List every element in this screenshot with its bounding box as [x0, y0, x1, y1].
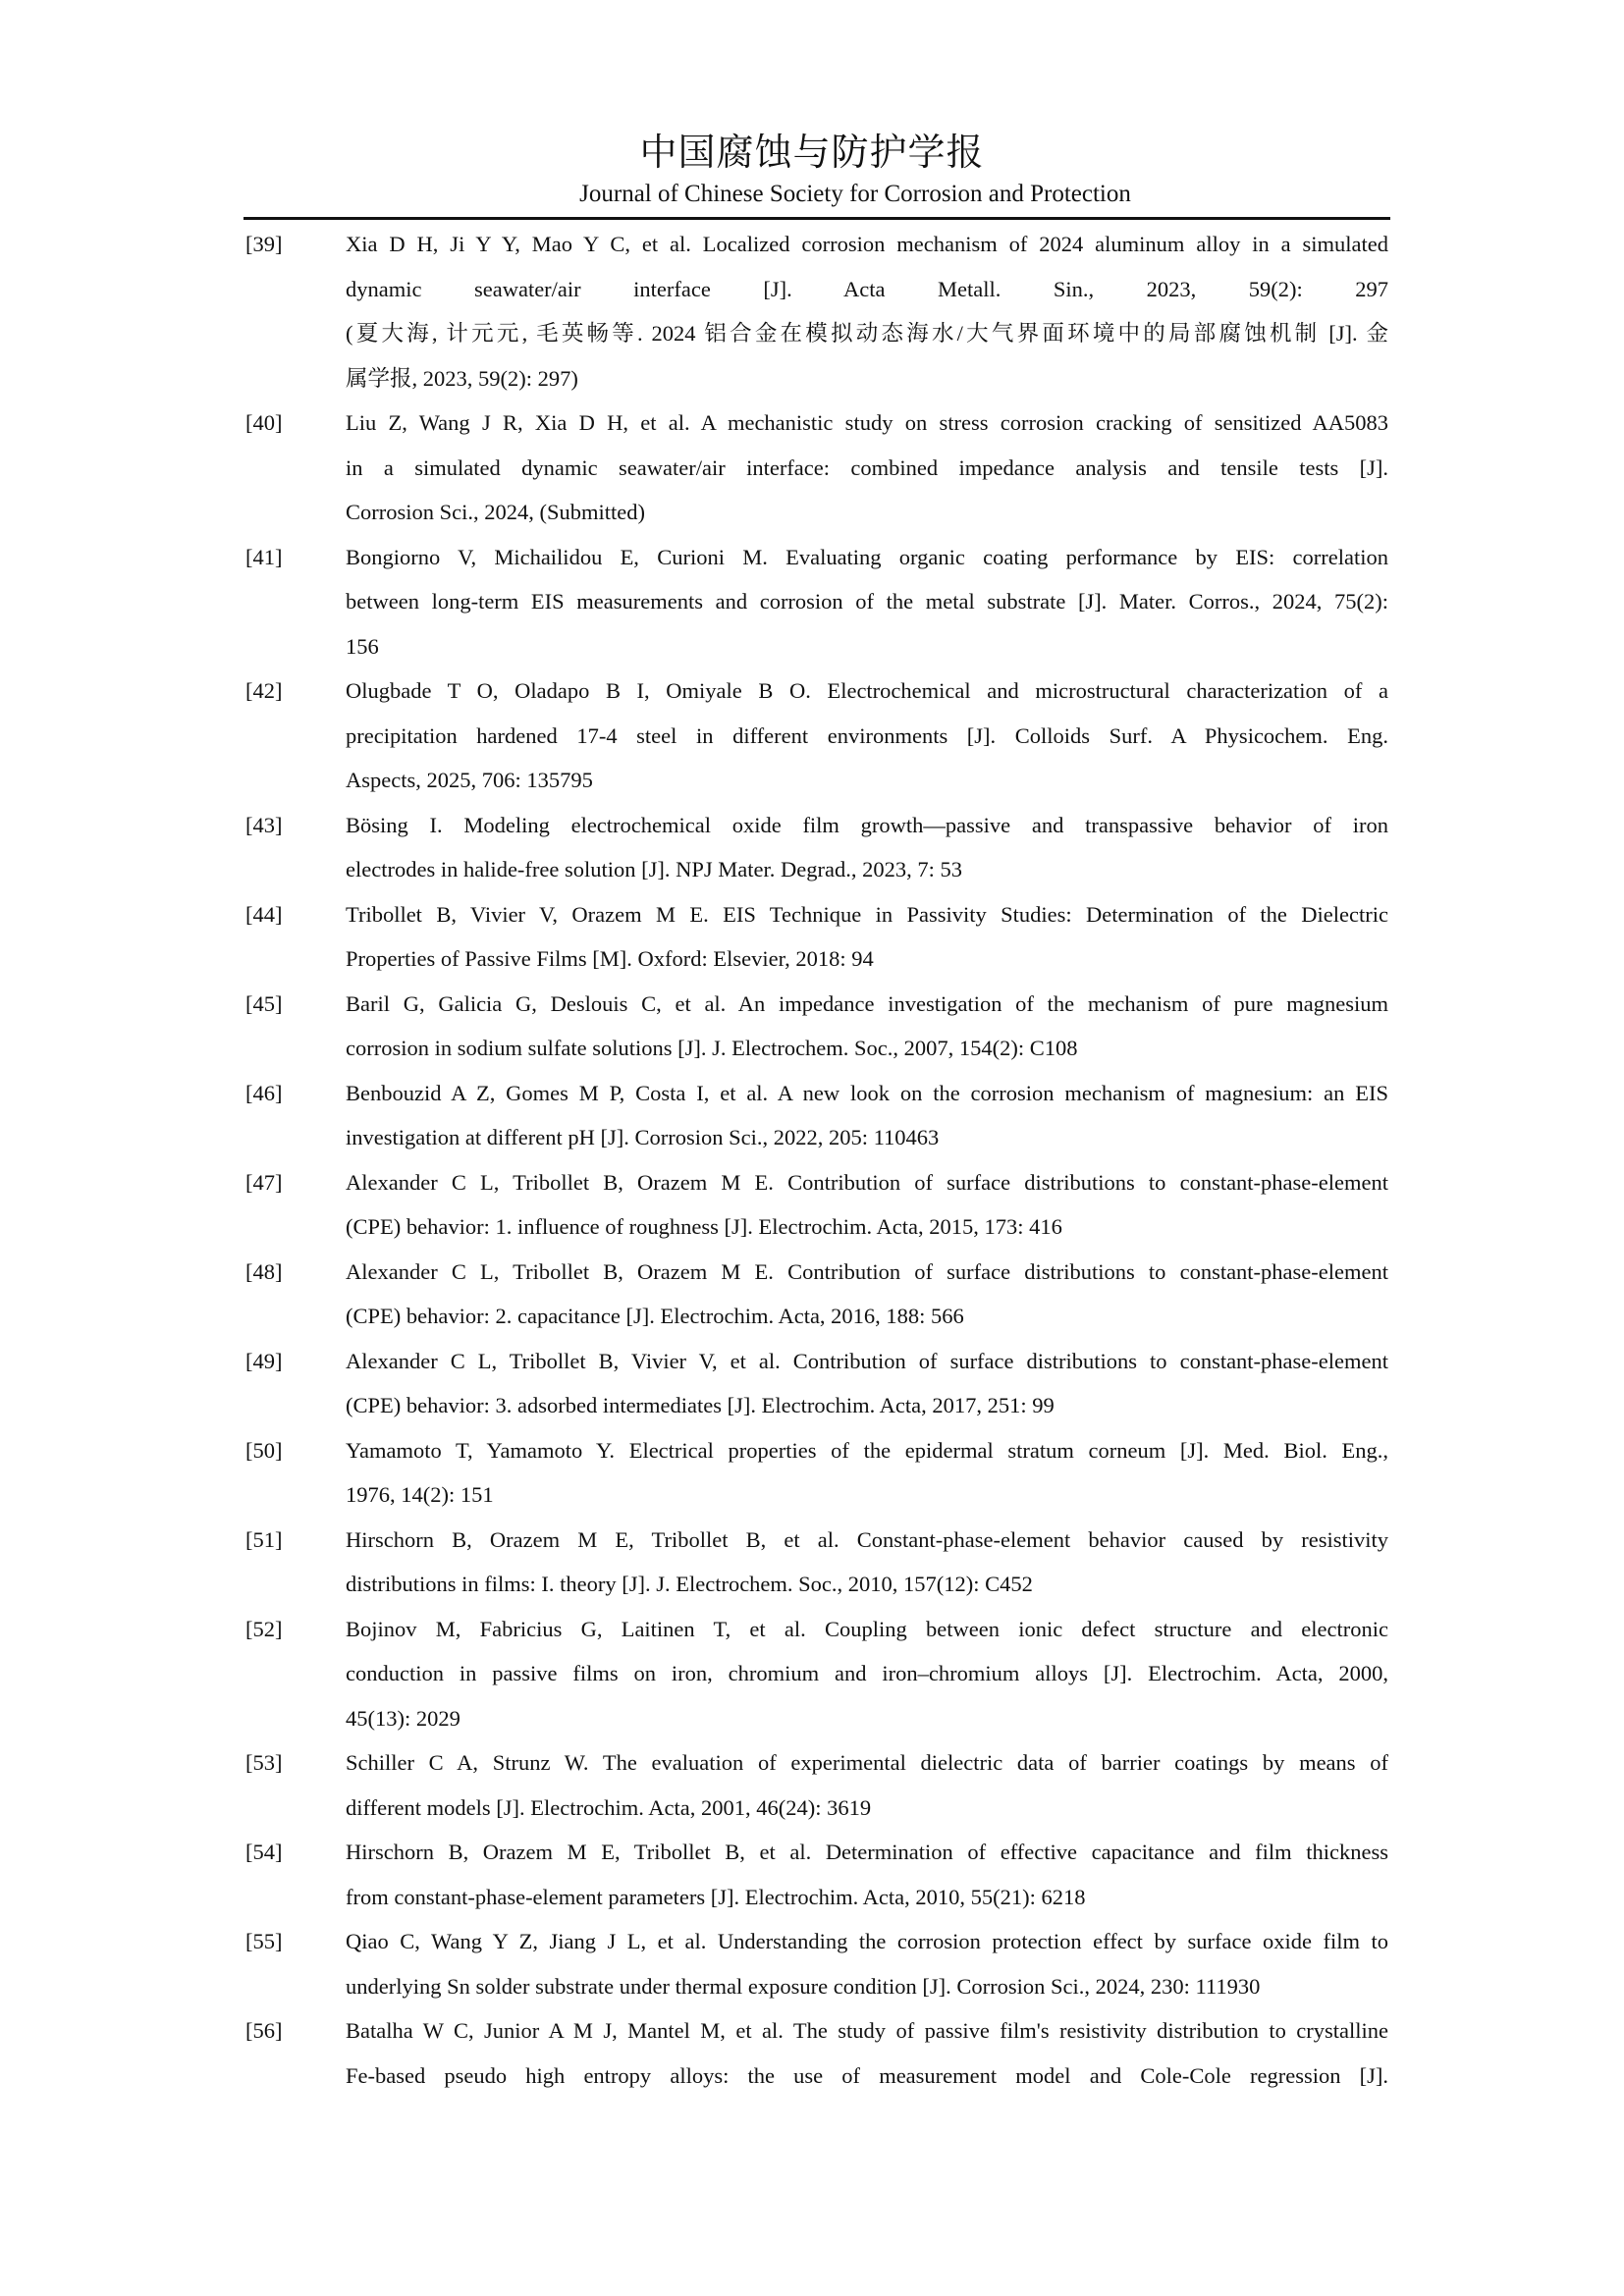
reference-number: [43] — [245, 812, 283, 837]
reference-line: (CPE) behavior: 1. influence of roughness [J]. Electrochim. Acta, 2015, 173: 416 — [346, 1214, 1062, 1239]
reference-item — [244, 400, 1390, 535]
reference-number: [40] — [245, 410, 283, 435]
reference-line: Xia D H, Ji Y Y, Mao Y C, et al. Localized corrosion mechanism of 2024 aluminum alloy in a simulated — [346, 232, 1388, 256]
reference-text — [346, 1740, 1388, 1830]
reference-item — [244, 1339, 1390, 1428]
reference-line: (CPE) behavior: 2. capacitance [J]. Electrochim. Acta, 2016, 188: 566 — [346, 1304, 964, 1328]
reference-list — [244, 222, 1390, 2098]
reference-line: Liu Z, Wang J R, Xia D H, et al. A mechanistic study on stress corrosion cracking of sensitized AA5083 — [346, 410, 1388, 435]
reference-line: corrosion in sodium sulfate solutions [J]. J. Electrochem. Soc., 2007, 154(2): C108 — [346, 1036, 1078, 1060]
reference-line: electrodes in halide-free solution [J]. NPJ Mater. Degrad., 2023, 7: 53 — [346, 857, 962, 881]
reference-number: [50] — [245, 1437, 283, 1463]
reference-text — [346, 1830, 1388, 1919]
reference-line: Alexander C L, Tribollet B, Vivier V, et al. Contribution of surface distributions to constant-phase-element — [346, 1348, 1388, 1373]
reference-number: [48] — [245, 1258, 283, 1284]
reference-text — [346, 803, 1388, 892]
reference-line: Bongiorno V, Michailidou E, Curioni M. Evaluating organic coating performance by EIS: correlation — [346, 544, 1388, 569]
reference-line: Olugbade T O, Oladapo B I, Omiyale B O. Electrochemical and microstructural characterization of a — [346, 678, 1388, 703]
reference-number: [42] — [245, 678, 283, 703]
reference-item — [244, 1607, 1390, 1741]
reference-line: Bösing I. Modeling electrochemical oxide film growth—passive and transpassive behavior of iron — [346, 812, 1388, 837]
reference-number: [47] — [245, 1169, 283, 1195]
reference-text — [346, 668, 1388, 803]
reference-text — [346, 1160, 1388, 1250]
reference-item — [244, 668, 1390, 803]
reference-text — [346, 1518, 1388, 1607]
reference-text — [346, 2008, 1388, 2098]
reference-number: [52] — [245, 1616, 283, 1641]
reference-line: Yamamoto T, Yamamoto Y. Electrical properties of the epidermal stratum corneum [J]. Med. Biol. Eng., — [346, 1437, 1388, 1463]
reference-text — [346, 535, 1388, 669]
reference-line: from constant-phase-element parameters [J]. Electrochim. Acta, 2010, 55(21): 6218 — [346, 1884, 1086, 1909]
reference-line: Alexander C L, Tribollet B, Orazem M E. Contribution of surface distributions to constant-phase-element — [346, 1169, 1388, 1195]
reference-line: Aspects, 2025, 706: 135795 — [346, 768, 593, 792]
reference-line: different models [J]. Electrochim. Acta, 2001, 46(24): 3619 — [346, 1794, 872, 1820]
reference-line: dynamic seawater/air interface [J]. Acta Metall. Sin., 2023, 59(2): 297 — [346, 276, 1388, 301]
reference-item — [244, 1160, 1390, 1250]
reference-item — [244, 982, 1390, 1071]
reference-line: Hirschorn B, Orazem M E, Tribollet B, et al. Constant-phase-element behavior caused by resistivity — [346, 1526, 1388, 1552]
reference-line: Schiller C A, Strunz W. The evaluation of experimental dielectric data of barrier coatings by means of — [346, 1750, 1388, 1775]
reference-number: [46] — [245, 1080, 283, 1105]
reference-text — [346, 1607, 1388, 1741]
reference-line: precipitation hardened 17-4 steel in different environments [J]. Colloids Surf. A Physicochem. Eng. — [346, 722, 1388, 748]
reference-line: Baril G, Galicia G, Deslouis C, et al. An impedance investigation of the mechanism of pure magnesium — [346, 990, 1388, 1016]
reference-line: Properties of Passive Films [M]. Oxford: Elsevier, 2018: 94 — [346, 946, 874, 971]
reference-number: [49] — [245, 1348, 283, 1373]
reference-item — [244, 1428, 1390, 1518]
reference-item — [244, 1518, 1390, 1607]
reference-line: Batalha W C, Junior A M J, Mantel M, et al. The study of passive film's resistivity distribution to crystalline — [346, 2018, 1388, 2043]
reference-number: [54] — [245, 1840, 283, 1864]
reference-text — [346, 982, 1388, 1071]
reference-line: Tribollet B, Vivier V, Orazem M E. EIS Technique in Passivity Studies: Determination of the Dielectric — [346, 901, 1388, 927]
reference-number: [44] — [245, 901, 283, 927]
reference-line: between long-term EIS measurements and corrosion of the metal substrate [J]. Mater. Corros., 2024, 75(2): — [346, 589, 1388, 614]
reference-line: Alexander C L, Tribollet B, Orazem M E. Contribution of surface distributions to constant-phase-element — [346, 1258, 1388, 1284]
reference-line: Qiao C, Wang Y Z, Jiang J L, et al. Understanding the corrosion protection effect by surface oxide film to — [346, 1929, 1388, 1953]
reference-text — [346, 1428, 1388, 1518]
reference-number: [39] — [245, 232, 283, 256]
reference-text — [346, 1071, 1388, 1160]
journal-title-chinese: 中国腐蚀与防护学报 — [639, 131, 985, 174]
reference-item — [244, 535, 1390, 669]
reference-line: distributions in films: I. theory [J]. J. Electrochem. Soc., 2010, 157(12): C452 — [346, 1572, 1033, 1596]
journal-title-english: Journal of Chinese Society for Corrosion and Protection — [579, 181, 1131, 207]
reference-item — [244, 1919, 1390, 2008]
reference-line: 156 — [346, 633, 379, 659]
reference-line: Hirschorn B, Orazem M E, Tribollet B, et al. Determination of effective capacitance and film thickness — [346, 1840, 1388, 1864]
reference-number: [56] — [245, 2018, 283, 2043]
reference-text — [346, 1250, 1388, 1339]
reference-item — [244, 1740, 1390, 1830]
reference-line: investigation at different pH [J]. Corrosion Sci., 2022, 205: 110463 — [346, 1125, 940, 1149]
reference-line: (夏大海, 计元元, 毛英畅等. 2024 铝合金在模拟动态海水/大气界面环境中的局部腐蚀机制 [J]. 金 — [346, 321, 1388, 346]
reference-line: 属学报, 2023, 59(2): 297) — [346, 365, 578, 391]
reference-number: [51] — [245, 1526, 283, 1552]
reference-line: Benbouzid A Z, Gomes M P, Costa I, et al. A new look on the corrosion mechanism of magnesium: an EIS — [346, 1080, 1388, 1105]
reference-item — [244, 1071, 1390, 1160]
header-rule — [244, 217, 1390, 220]
reference-item — [244, 1250, 1390, 1339]
reference-line: (CPE) behavior: 3. adsorbed intermediates [J]. Electrochim. Acta, 2017, 251: 99 — [346, 1393, 1055, 1417]
reference-number: [53] — [245, 1750, 283, 1775]
reference-text — [346, 1919, 1388, 2008]
reference-text — [346, 400, 1388, 535]
reference-line: Bojinov M, Fabricius G, Laitinen T, et al. Coupling between ionic defect structure and electronic — [346, 1616, 1388, 1641]
reference-item — [244, 803, 1390, 892]
reference-line: underlying Sn solder substrate under thermal exposure condition [J]. Corrosion Sci., 2024, 230: 111930 — [346, 1973, 1261, 1999]
reference-line: 45(13): 2029 — [346, 1705, 460, 1731]
reference-item — [244, 892, 1390, 982]
reference-text — [346, 222, 1388, 400]
reference-line: Fe-based pseudo high entropy alloys: the use of measurement model and Cole-Cole regression [J]. — [346, 2062, 1388, 2088]
reference-item — [244, 222, 1390, 400]
reference-number: [55] — [245, 1929, 283, 1953]
reference-text — [346, 1339, 1388, 1428]
reference-number: [41] — [245, 544, 283, 569]
reference-line: in a simulated dynamic seawater/air interface: combined impedance analysis and tensile tests [J]. — [346, 454, 1388, 480]
reference-item — [244, 1830, 1390, 1919]
reference-number: [45] — [245, 990, 283, 1016]
reference-line: 1976, 14(2): 151 — [346, 1482, 494, 1507]
reference-text — [346, 892, 1388, 982]
reference-item — [244, 2008, 1390, 2098]
reference-line: Corrosion Sci., 2024, (Submitted) — [346, 500, 645, 524]
reference-line: conduction in passive films on iron, chromium and iron–chromium alloys [J]. Electrochim. Acta, 2000, — [346, 1661, 1388, 1685]
